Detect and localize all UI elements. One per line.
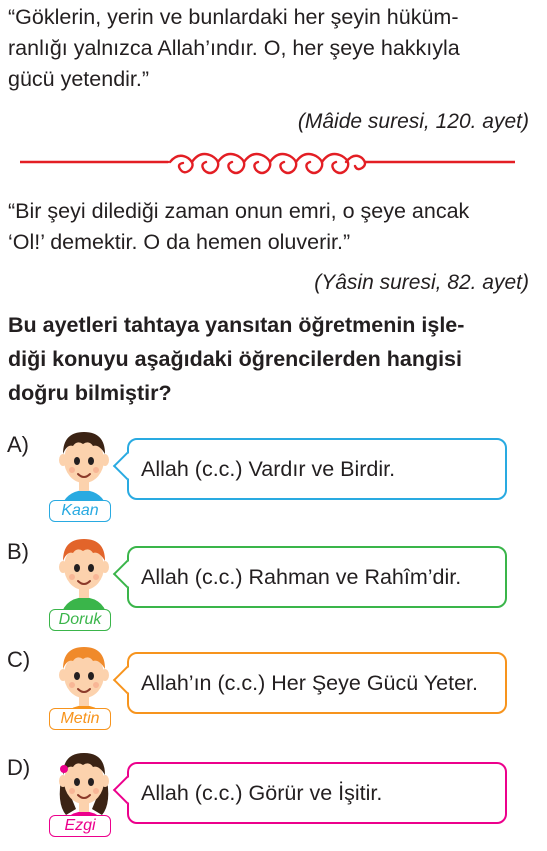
quote-2-line: ‘Ol!’ demektir. O da hemen oluverir.” [8, 230, 351, 254]
quote-1-line: gücü yetendir.” [8, 67, 150, 91]
question-line: doğru bilmiştir? [8, 381, 172, 405]
neck [79, 697, 89, 706]
cheek-right [93, 682, 99, 688]
cheek-right [93, 467, 99, 473]
neck [79, 482, 89, 491]
hair-clip [60, 765, 68, 773]
option-text: Allah (c.c.) Görür ve İşitir. [141, 781, 383, 805]
quote-2-line: “Bir şeyi dilediği zaman onun emri, o şeye ancak [8, 199, 470, 223]
option-bubble[interactable] [127, 546, 507, 608]
quote-2 [8, 196, 530, 258]
option-text: Allah (c.c.) Vardır ve Birdir. [141, 457, 396, 481]
quote-1-line: “Göklerin, yerin ve bunlardaki her şeyin hüküm- [8, 5, 459, 29]
student-name-tag: Metin [49, 708, 111, 730]
cheek-right [93, 788, 99, 794]
eye-left [74, 672, 80, 680]
question-line: diği konuyu aşağıdaki öğrencilerden hangisi [8, 347, 462, 371]
question-text [8, 308, 530, 410]
neck [79, 803, 89, 812]
option-letter: D) [7, 755, 31, 780]
divider-swirls [170, 154, 365, 173]
option-bubble[interactable] [127, 438, 507, 500]
question-line: Bu ayetleri tahtaya yansıtan öğretmenin işle- [8, 313, 465, 337]
cheek-left [69, 467, 75, 473]
eye-left [74, 778, 80, 786]
quote-2-source: (Yâsin suresi, 82. ayet) [314, 271, 529, 294]
option-text: Allah’ın (c.c.) Her Şeye Gücü Yeter. [141, 671, 478, 695]
student-name-tag: Ezgi [49, 815, 111, 837]
eye-left [74, 564, 80, 572]
eye-left [74, 457, 80, 465]
quote-1 [8, 2, 530, 95]
option-letter: B) [7, 539, 29, 564]
eye-right [88, 778, 94, 786]
option-letter: A) [7, 432, 29, 457]
cheek-left [69, 788, 75, 794]
ornament-divider [20, 144, 515, 180]
option-text: Allah (c.c.) Rahman ve Rahîm’dir. [141, 565, 462, 589]
cheek-left [69, 574, 75, 580]
eye-right [88, 564, 94, 572]
cheek-left [69, 682, 75, 688]
student-name-tag: Kaan [49, 500, 111, 522]
option-bubble[interactable] [127, 762, 507, 824]
student-name-tag: Doruk [49, 609, 111, 631]
quote-1-source: (Mâide suresi, 120. ayet) [297, 110, 529, 133]
quote-1-line: ranlığı yalnızca Allah’ındır. O, her şeye hakkıyla [8, 36, 460, 60]
eye-right [88, 672, 94, 680]
cheek-right [93, 574, 99, 580]
option-bubble[interactable] [127, 652, 507, 714]
neck [79, 589, 89, 598]
eye-right [88, 457, 94, 465]
option-letter: C) [7, 647, 31, 672]
